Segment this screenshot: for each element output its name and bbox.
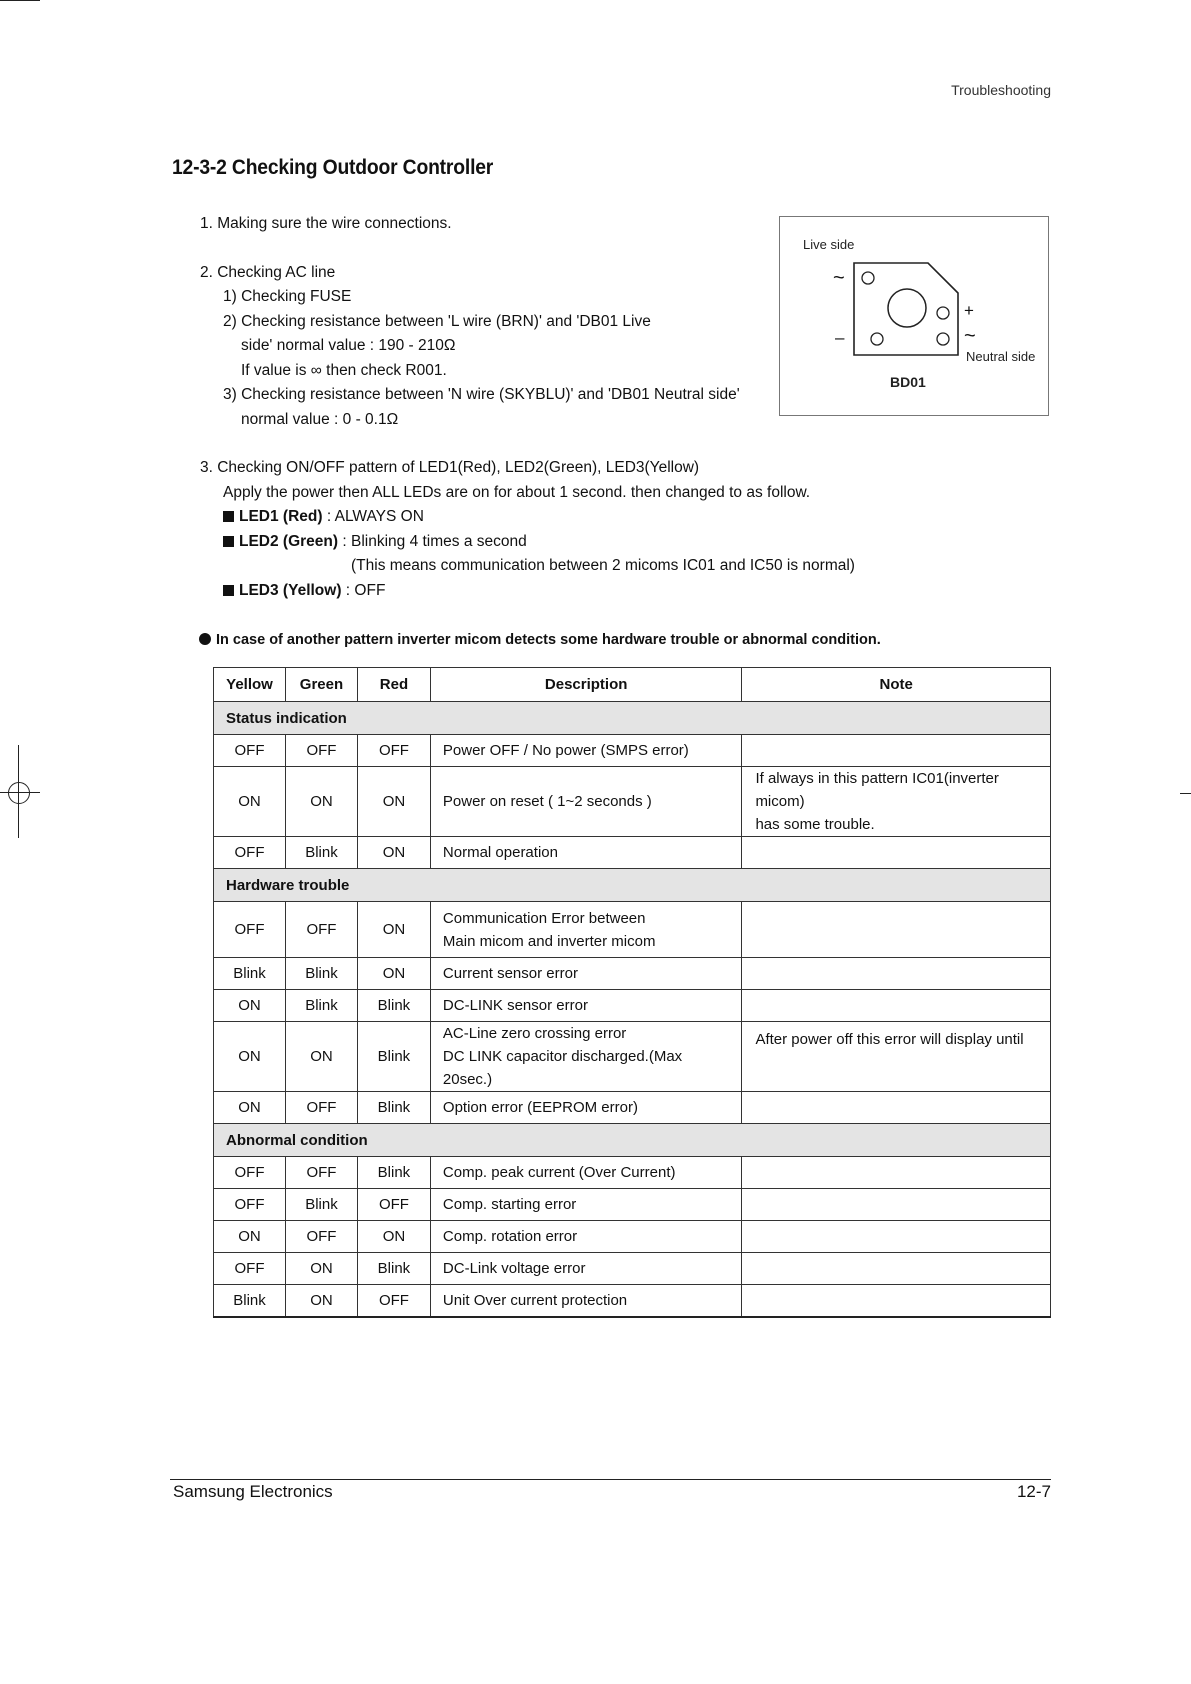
section-title: 12-3-2 Checking Outdoor Controller — [172, 156, 494, 179]
cell-description: Power on reset ( 1~2 seconds ) — [430, 767, 742, 837]
cell-green: Blink — [285, 837, 357, 869]
cell-green: OFF — [285, 902, 357, 958]
led3-label: LED3 (Yellow) — [239, 582, 342, 599]
cell-red: Blink — [357, 1253, 430, 1285]
cell-description: Normal operation — [430, 837, 742, 869]
case-note: In case of another pattern inverter micom detects some hardware trouble or abnormal condition. — [216, 632, 881, 648]
cell-description: DC-LINK sensor error — [430, 990, 742, 1022]
section-row-abnormal — [214, 1124, 1051, 1157]
table-row — [214, 837, 1051, 869]
section-row-status — [214, 702, 1051, 735]
step-3: 3. Checking ON/OFF pattern of LED1(Red), LED2(Green), LED3(Yellow) — [200, 459, 700, 476]
cell-yellow: Blink — [214, 1285, 286, 1317]
led3-value: : OFF — [341, 582, 386, 599]
square-bullet-icon — [223, 585, 234, 596]
pin-plus — [937, 307, 949, 319]
table-row — [214, 1189, 1051, 1221]
cell-yellow: OFF — [214, 1253, 286, 1285]
led3-line — [223, 581, 385, 601]
cell-green: OFF — [285, 1157, 357, 1189]
cell-red: Blink — [357, 1022, 430, 1092]
cell-red: ON — [357, 767, 430, 837]
note-line: If always in this pattern IC01(inverter micom) — [755, 770, 999, 810]
cell-red: OFF — [357, 735, 430, 767]
description-line: Communication Error between — [442, 909, 646, 927]
table-row — [214, 1285, 1051, 1317]
cell-red: ON — [357, 837, 430, 869]
section-label: Abnormal condition — [214, 1124, 1051, 1157]
cell-description: Power OFF / No power (SMPS error) — [430, 735, 742, 767]
cell-red: ON — [357, 958, 430, 990]
pin-neutral — [937, 333, 949, 345]
cell-note: After power off this error will display until — [742, 1022, 1051, 1092]
header-note: Note — [742, 668, 1051, 702]
cell-yellow: OFF — [214, 735, 286, 767]
cell-yellow: ON — [214, 1221, 286, 1253]
cell-note — [742, 958, 1051, 990]
cell-yellow: OFF — [214, 837, 286, 869]
cell-green: ON — [285, 1285, 357, 1317]
table-row — [214, 1253, 1051, 1285]
cell-yellow: OFF — [214, 1189, 286, 1221]
led-pattern-table — [213, 667, 1051, 1318]
bd01-label: BD01 — [890, 374, 926, 390]
cell-description: Option error (EEPROM error) — [430, 1092, 742, 1124]
section-row-hardware — [214, 869, 1051, 902]
header-green: Green — [285, 668, 357, 702]
section-label: Hardware trouble — [214, 869, 1051, 902]
square-bullet-icon — [223, 536, 234, 547]
cell-yellow: OFF — [214, 902, 286, 958]
table-row — [214, 1022, 1051, 1092]
table-row — [214, 902, 1051, 958]
cell-note — [742, 1253, 1051, 1285]
pin-minus — [871, 333, 883, 345]
ac-symbol-neutral: ~ — [964, 325, 976, 347]
cell-description: Current sensor error — [430, 958, 742, 990]
led2-line — [223, 532, 527, 552]
cell-note — [742, 902, 1051, 958]
header-section-label: Troubleshooting — [951, 82, 1051, 98]
cell-red: Blink — [357, 990, 430, 1022]
footer-rule — [170, 1479, 1051, 1480]
cell-yellow: ON — [214, 990, 286, 1022]
table-row — [214, 958, 1051, 990]
step-1: 1. Making sure the wire connections. — [200, 215, 452, 232]
page-number: 12-7 — [1016, 1482, 1051, 1501]
pin-live — [862, 272, 874, 284]
cell-note — [742, 1092, 1051, 1124]
live-side-label: Live side — [803, 237, 855, 252]
table-header-row — [214, 668, 1051, 702]
cell-green: OFF — [285, 1221, 357, 1253]
description-line: Main micom and inverter micom — [442, 932, 656, 950]
bd01-center-hole — [888, 289, 926, 327]
bd01-body — [854, 263, 958, 355]
led1-line — [223, 507, 424, 527]
cell-description: Unit Over current protection — [430, 1285, 742, 1317]
cell-description: Comp. peak current (Over Current) — [430, 1157, 742, 1189]
led1-label: LED1 (Red) — [239, 508, 323, 525]
note-line: has some trouble. — [755, 816, 875, 833]
cell-yellow: Blink — [214, 958, 286, 990]
cell-red: Blink — [357, 1157, 430, 1189]
step-2-1: 1) Checking FUSE — [223, 288, 352, 305]
minus-symbol: – — [835, 328, 845, 347]
cell-description: Comp. starting error — [430, 1189, 742, 1221]
step-2-2b: side' normal value : 190 - 210Ω — [241, 337, 456, 354]
cell-green: OFF — [285, 735, 357, 767]
header-yellow: Yellow — [214, 668, 286, 702]
cell-note — [742, 1285, 1051, 1317]
cell-note — [742, 767, 1051, 837]
table-row — [214, 735, 1051, 767]
cell-yellow: OFF — [214, 1157, 286, 1189]
case-note-line — [199, 630, 881, 650]
registration-circle — [8, 782, 30, 804]
cell-green: ON — [285, 1022, 357, 1092]
cell-red: OFF — [357, 1189, 430, 1221]
crop-mark-right — [1180, 793, 1191, 794]
cell-description: DC-Link voltage error — [430, 1253, 742, 1285]
table-row — [214, 1092, 1051, 1124]
cell-yellow: ON — [214, 1092, 286, 1124]
cell-note — [742, 990, 1051, 1022]
cell-red: ON — [357, 1221, 430, 1253]
led2-note: (This means communication between 2 micoms IC01 and IC50 is normal) — [351, 557, 855, 574]
description-line: DC LINK capacitor discharged.(Max 20sec.) — [442, 1048, 683, 1088]
cell-note — [742, 837, 1051, 869]
cell-note — [742, 1157, 1051, 1189]
description-line: AC-Line zero crossing error — [442, 1025, 627, 1042]
cell-green: Blink — [285, 1189, 357, 1221]
step-2-2a: 2) Checking resistance between 'L wire (BRN)' and 'DB01 Live — [223, 313, 651, 330]
cell-note — [742, 1221, 1051, 1253]
cell-yellow: ON — [214, 1022, 286, 1092]
cell-green: Blink — [285, 990, 357, 1022]
cell-green: OFF — [285, 1092, 357, 1124]
table-row — [214, 1157, 1051, 1189]
cell-yellow: ON — [214, 767, 286, 837]
led2-value: : Blinking 4 times a second — [338, 533, 527, 550]
cell-note — [742, 1189, 1051, 1221]
footer-company: Samsung Electronics — [173, 1482, 333, 1501]
led2-label: LED2 (Green) — [239, 533, 339, 550]
neutral-side-label: Neutral side — [966, 349, 1036, 364]
step-2-3a: 3) Checking resistance between 'N wire (SKYBLU)' and 'DB01 Neutral side' — [223, 386, 740, 403]
square-bullet-icon — [223, 511, 234, 522]
table-row — [214, 990, 1051, 1022]
header-description: Description — [430, 668, 742, 702]
ac-symbol-live: ~ — [833, 267, 845, 289]
cell-green: Blink — [285, 958, 357, 990]
step-2-2c: If value is ∞ then check R001. — [241, 362, 447, 379]
cell-green: ON — [285, 767, 357, 837]
step-2-3b: normal value : 0 - 0.1Ω — [241, 411, 399, 428]
plus-symbol: + — [964, 301, 974, 320]
cell-green: ON — [285, 1253, 357, 1285]
cell-red: ON — [357, 902, 430, 958]
bd01-diagram — [779, 216, 1049, 416]
step-2: 2. Checking AC line — [200, 264, 336, 281]
round-bullet-icon — [199, 633, 211, 645]
table-row — [214, 767, 1051, 837]
cell-description — [430, 1022, 742, 1092]
step-3-apply: Apply the power then ALL LEDs are on for about 1 second. then changed to as follow. — [223, 484, 811, 501]
led1-value: : ALWAYS ON — [322, 508, 424, 525]
cell-note — [742, 735, 1051, 767]
cell-description: Comp. rotation error — [430, 1221, 742, 1253]
section-label: Status indication — [214, 702, 1051, 735]
table-row — [214, 1221, 1051, 1253]
cell-description — [430, 902, 742, 958]
header-red: Red — [357, 668, 430, 702]
cell-red: Blink — [357, 1092, 430, 1124]
crop-mark-top-left — [0, 0, 40, 1]
cell-red: OFF — [357, 1285, 430, 1317]
